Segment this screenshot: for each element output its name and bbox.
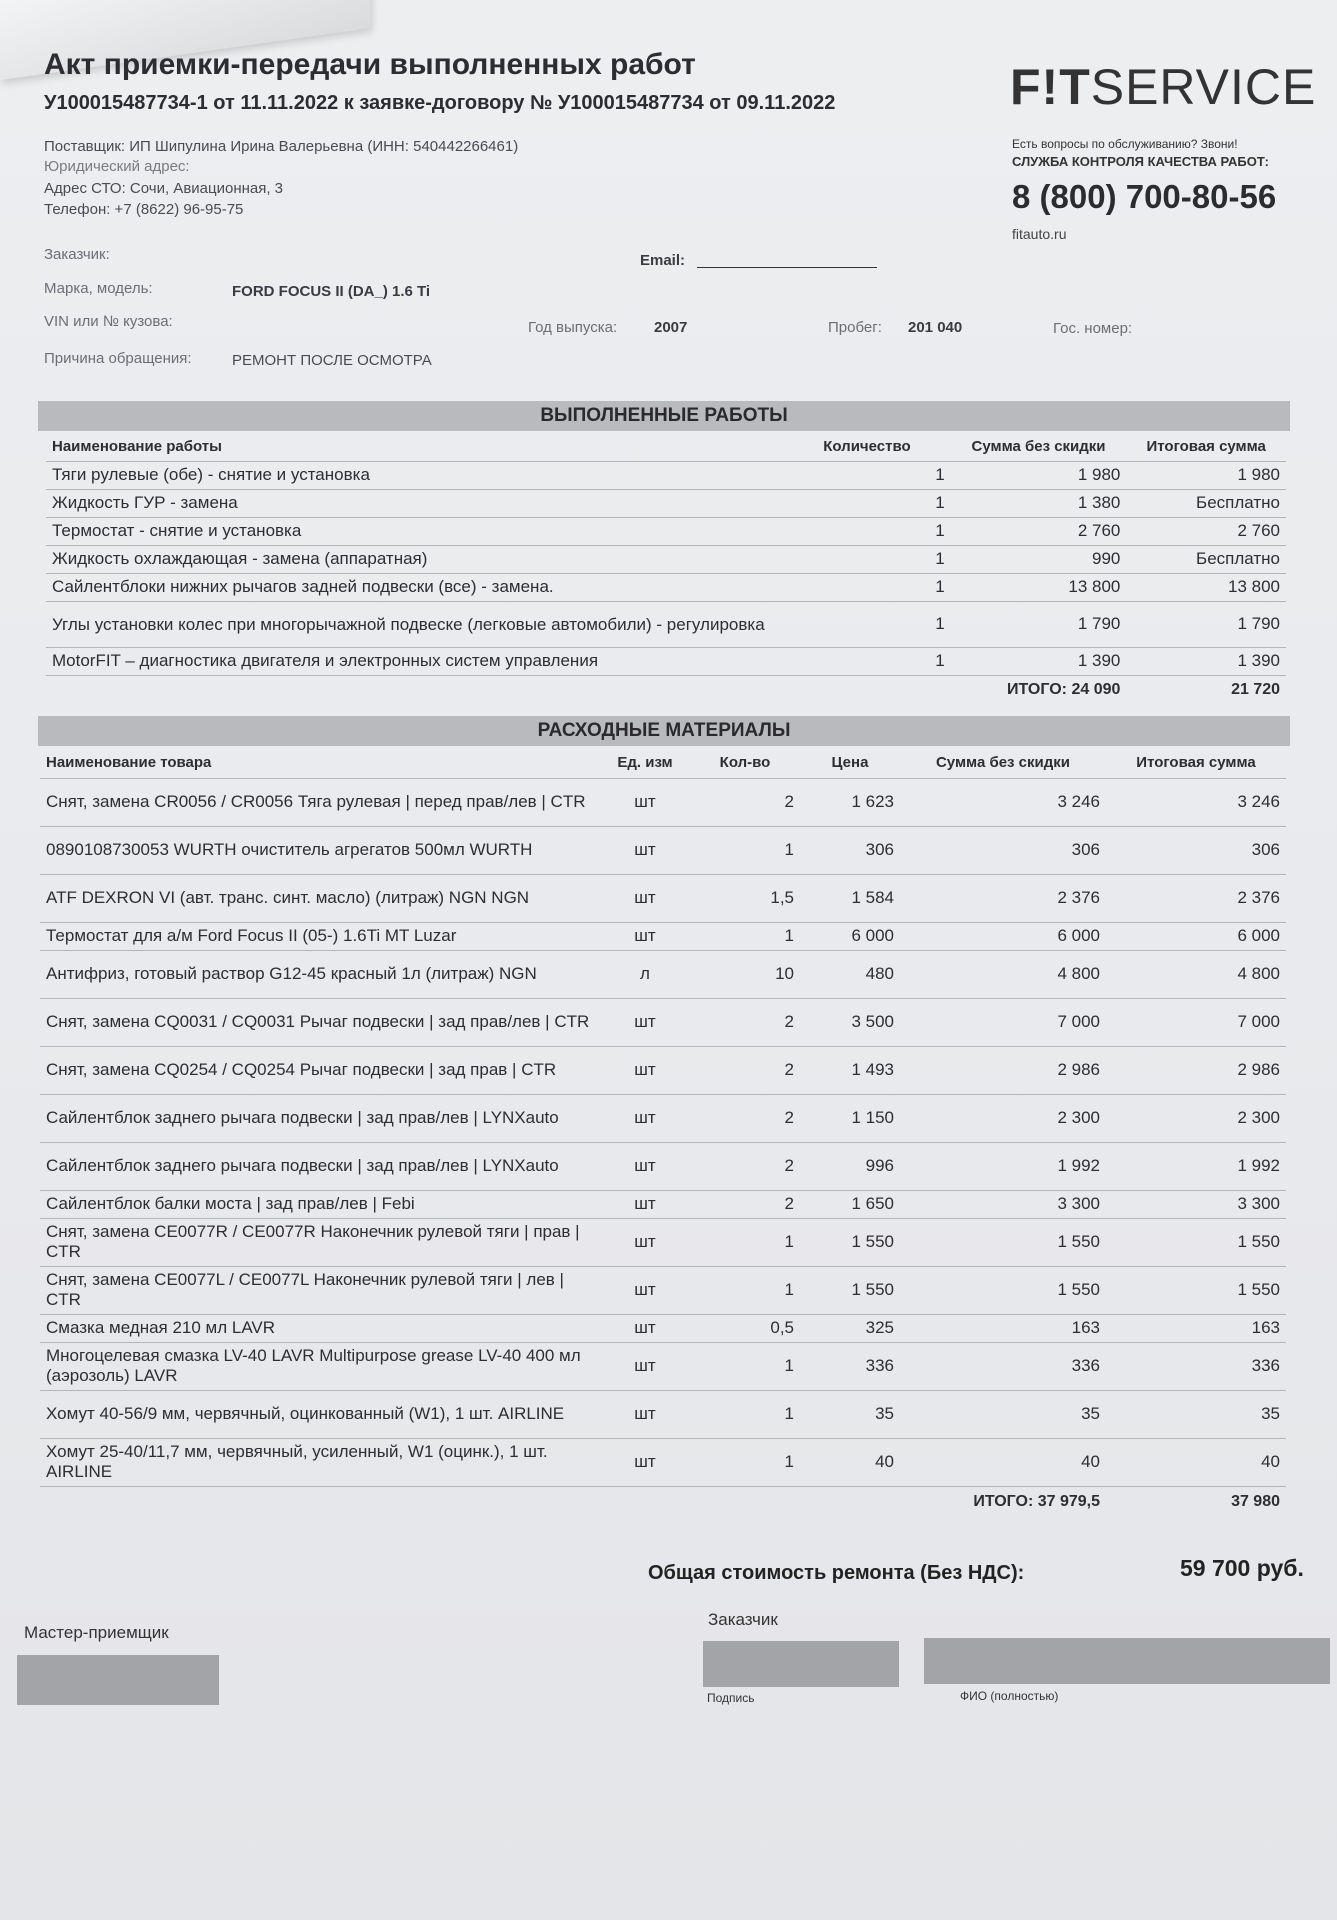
material-sum: 2 986: [900, 1046, 1106, 1094]
material-sum: 2 300: [900, 1094, 1106, 1142]
material-qty: 1: [690, 826, 800, 874]
material-qty: 1: [690, 922, 800, 950]
work-total: 1 390: [1126, 647, 1286, 675]
email-label: Email:: [640, 252, 686, 269]
works-total-value: 21 720: [1231, 681, 1280, 699]
reason-label: Причина обращения:: [44, 350, 192, 367]
material-sum: 3 300: [900, 1190, 1106, 1218]
table-row: [40, 1266, 1286, 1314]
year-label: Год выпуска:: [528, 319, 618, 336]
material-price: 306: [800, 826, 900, 874]
table-row: [40, 1046, 1286, 1094]
work-name: Жидкость ГУР - замена: [46, 489, 783, 517]
material-name: Антифриз, готовый раствор G12-45 красный 1л (литраж) NGN: [40, 950, 600, 998]
material-name: Многоцелевая смазка LV-40 LAVR Multipurpose grease LV-40 400 мл (аэрозоль) LAVR: [40, 1342, 600, 1390]
material-name: ATF DEXRON VI (авт. транс. синт. масло) (литраж) NGN NGN: [40, 874, 600, 922]
material-sum: 163: [900, 1314, 1106, 1342]
works-col-sum: Сумма без скидки: [951, 433, 1127, 461]
work-total: 2 760: [1126, 517, 1286, 545]
material-price: 35: [800, 1390, 900, 1438]
table-row: [40, 1390, 1286, 1438]
material-name: Сайлентблок балки моста | зад прав/лев | Febi: [40, 1190, 600, 1218]
customer-sign-label: Заказчик: [708, 1610, 778, 1629]
material-sum: 2 376: [900, 874, 1106, 922]
grand-total-value: 59 700 руб.: [1180, 1555, 1304, 1581]
table-row: [40, 1342, 1286, 1390]
material-qty: 2: [690, 998, 800, 1046]
material-sum: 1 550: [900, 1218, 1106, 1266]
fio-box: [924, 1638, 1330, 1684]
work-qty: 1: [783, 601, 950, 647]
materials-col-total: Итоговая сумма: [1106, 748, 1286, 778]
material-unit: шт: [600, 778, 690, 826]
material-name: Хомут 40-56/9 мм, червячный, оцинкованный (W1), 1 шт. AIRLINE: [40, 1390, 600, 1438]
material-name: Хомут 25-40/11,7 мм, червячный, усиленный, W1 (оцинк.), 1 шт. AIRLINE: [40, 1438, 600, 1486]
materials-total-value: 37 980: [1231, 1493, 1280, 1511]
material-price: 1 550: [800, 1266, 900, 1314]
material-qty: 2: [690, 778, 800, 826]
fio-label: ФИО (полностью): [960, 1689, 1059, 1703]
material-qty: 2: [690, 1094, 800, 1142]
grand-total-label: Общая стоимость ремонта (Без НДС):: [648, 1562, 1025, 1584]
table-row: [46, 461, 1286, 489]
model-value: FORD FOCUS II (DA_) 1.6 Ti: [232, 283, 431, 300]
work-sum: 13 800: [951, 573, 1127, 601]
material-unit: шт: [600, 1142, 690, 1190]
master-label: Мастер-приемщик: [24, 1623, 169, 1642]
signature-label: Подпись: [707, 1691, 755, 1705]
materials-col-sum: Сумма без скидки: [900, 748, 1106, 778]
year-value: 2007: [654, 319, 688, 336]
table-row: [40, 1190, 1286, 1218]
material-unit: шт: [600, 998, 690, 1046]
reason-value: РЕМОНТ ПОСЛЕ ОСМОТРА: [232, 352, 432, 369]
materials-header-row: [40, 748, 1286, 778]
work-qty: 1: [783, 647, 950, 675]
work-qty: 1: [783, 545, 950, 573]
work-total: Бесплатно: [1126, 545, 1286, 573]
material-sum: 306: [900, 826, 1106, 874]
material-qty: 0,5: [690, 1314, 800, 1342]
work-qty: 1: [783, 461, 950, 489]
materials-table: [40, 748, 1286, 1518]
material-unit: шт: [600, 922, 690, 950]
work-qty: 1: [783, 489, 950, 517]
work-total: 1 790: [1126, 601, 1286, 647]
material-sum: 40: [900, 1438, 1106, 1486]
material-sum: 7 000: [900, 998, 1106, 1046]
material-total: 163: [1106, 1314, 1286, 1342]
material-unit: шт: [600, 1266, 690, 1314]
supplier: Поставщик: ИП Шипулина Ирина Валерьевна (ИНН: 540442266461): [44, 138, 519, 155]
works-col-name: Наименование работы: [46, 433, 783, 461]
work-total: 1 980: [1126, 461, 1286, 489]
material-price: 325: [800, 1314, 900, 1342]
work-sum: 990: [951, 545, 1127, 573]
material-sum: 336: [900, 1342, 1106, 1390]
document-title: Акт приемки-передачи выполненных работ: [44, 48, 696, 81]
works-col-qty: Количество: [783, 433, 950, 461]
materials-total-label: ИТОГО: 37 979,5: [973, 1493, 1100, 1511]
materials-col-unit: Ед. изм: [600, 748, 690, 778]
material-qty: 1: [690, 1218, 800, 1266]
work-sum: 1 390: [951, 647, 1127, 675]
work-name: Углы установки колес при многорычажной подвеске (легковые автомобили) - регулировка: [46, 601, 783, 647]
material-name: Сайлентблок заднего рычага подвески | зад прав/лев | LYNXauto: [40, 1094, 600, 1142]
table-row: [40, 1094, 1286, 1142]
material-price: 1 623: [800, 778, 900, 826]
vin-label: VIN или № кузова:: [44, 313, 173, 330]
material-qty: 1: [690, 1266, 800, 1314]
work-qty: 1: [783, 573, 950, 601]
material-name: Термостат для а/м Ford Focus II (05-) 1.6Ti MT Luzar: [40, 922, 600, 950]
material-sum: 35: [900, 1390, 1106, 1438]
material-unit: шт: [600, 1046, 690, 1094]
work-total: Бесплатно: [1126, 489, 1286, 517]
legal-address: Юридический адрес:: [44, 158, 190, 175]
sto-address: Адрес СТО: Сочи, Авиационная, 3: [44, 180, 284, 197]
materials-col-name: Наименование товара: [40, 748, 600, 778]
materials-col-qty: Кол-во: [690, 748, 800, 778]
works-header-row: [46, 433, 1286, 461]
material-price: 1 550: [800, 1218, 900, 1266]
material-name: Снят, замена CR0056 / CR0056 Тяга рулевая | перед прав/лев | CTR: [40, 778, 600, 826]
material-qty: 1: [690, 1390, 800, 1438]
master-signature-redacted: [17, 1655, 219, 1705]
material-qty: 2: [690, 1190, 800, 1218]
email-line: [697, 267, 877, 268]
table-row: [40, 1142, 1286, 1190]
website: fitauto.ru: [1012, 226, 1067, 242]
material-total: 3 300: [1106, 1190, 1286, 1218]
table-row: [40, 874, 1286, 922]
material-qty: 2: [690, 1142, 800, 1190]
work-name: Тяги рулевые (обе) - снятие и установка: [46, 461, 783, 489]
material-unit: шт: [600, 1314, 690, 1342]
table-row: [46, 545, 1286, 573]
mileage-value: 201 040: [908, 319, 963, 336]
works-total-label: ИТОГО: 24 090: [1007, 681, 1121, 699]
material-qty: 2: [690, 1046, 800, 1094]
mileage-label: Пробег:: [828, 319, 882, 336]
material-price: 1 650: [800, 1190, 900, 1218]
material-sum: 1 992: [900, 1142, 1106, 1190]
material-name: Снят, замена CQ0254 / CQ0254 Рычаг подвески | зад прав | CTR: [40, 1046, 600, 1094]
materials-section-header: РАСХОДНЫЕ МАТЕРИАЛЫ: [38, 716, 1290, 746]
table-row: [46, 601, 1286, 647]
material-price: 1 584: [800, 874, 900, 922]
work-sum: 1 380: [951, 489, 1127, 517]
material-qty: 1: [690, 1342, 800, 1390]
material-name: Смазка медная 210 мл LAVR: [40, 1314, 600, 1342]
support-question: Есть вопросы по обслуживанию? Звони!: [1012, 137, 1238, 151]
material-unit: шт: [600, 1390, 690, 1438]
material-total: 1 550: [1106, 1218, 1286, 1266]
material-price: 3 500: [800, 998, 900, 1046]
material-name: 0890108730053 WURTH очиститель агрегатов 500мл WURTH: [40, 826, 600, 874]
material-unit: шт: [600, 1218, 690, 1266]
table-row: [40, 998, 1286, 1046]
material-qty: 1: [690, 1438, 800, 1486]
material-total: 3 246: [1106, 778, 1286, 826]
material-price: 336: [800, 1342, 900, 1390]
table-row: [40, 1218, 1286, 1266]
material-total: 4 800: [1106, 950, 1286, 998]
materials-total-row: [40, 1486, 1286, 1518]
table-row: [46, 489, 1286, 517]
work-name: MotorFIT – диагностика двигателя и электронных систем управления: [46, 647, 783, 675]
material-unit: шт: [600, 1342, 690, 1390]
table-row: [40, 1438, 1286, 1486]
material-name: Снят, замена CE0077L / CE0077L Наконечник рулевой тяги | лев | CTR: [40, 1266, 600, 1314]
customer-label: Заказчик:: [44, 246, 110, 263]
material-sum: 4 800: [900, 950, 1106, 998]
material-unit: шт: [600, 1190, 690, 1218]
work-total: 13 800: [1126, 573, 1286, 601]
works-col-total: Итоговая сумма: [1126, 433, 1286, 461]
material-price: 6 000: [800, 922, 900, 950]
works-table: [46, 433, 1286, 705]
works-total-row: [46, 675, 1286, 705]
work-sum: 1 790: [951, 601, 1127, 647]
table-row: [40, 922, 1286, 950]
fitservice-logo: F!TSERVICE: [1010, 59, 1317, 115]
material-total: 306: [1106, 826, 1286, 874]
material-unit: шт: [600, 826, 690, 874]
supplier-phone: Телефон: +7 (8622) 96-95-75: [44, 201, 244, 218]
material-total: 336: [1106, 1342, 1286, 1390]
material-unit: шт: [600, 874, 690, 922]
material-price: 40: [800, 1438, 900, 1486]
table-row: [40, 826, 1286, 874]
material-qty: 1,5: [690, 874, 800, 922]
material-price: 1 493: [800, 1046, 900, 1094]
material-unit: шт: [600, 1438, 690, 1486]
document-subtitle: У100015487734-1 от 11.11.2022 к заявке-договору № У100015487734 от 09.11.2022: [44, 92, 836, 114]
hotline-phone: 8 (800) 700-80-56: [1012, 178, 1277, 215]
material-unit: л: [600, 950, 690, 998]
material-total: 2 376: [1106, 874, 1286, 922]
work-name: Сайлентблоки нижних рычагов задней подвески (все) - замена.: [46, 573, 783, 601]
material-total: 1 550: [1106, 1266, 1286, 1314]
work-sum: 1 980: [951, 461, 1127, 489]
table-row: [40, 778, 1286, 826]
material-name: Сайлентблок заднего рычага подвески | зад прав/лев | LYNXauto: [40, 1142, 600, 1190]
table-row: [40, 950, 1286, 998]
quality-service: СЛУЖБА КОНТРОЛЯ КАЧЕСТВА РАБОТ:: [1012, 154, 1269, 169]
material-name: Снят, замена CQ0031 / CQ0031 Рычаг подвески | зад прав/лев | CTR: [40, 998, 600, 1046]
table-row: [40, 1314, 1286, 1342]
material-total: 40: [1106, 1438, 1286, 1486]
material-price: 996: [800, 1142, 900, 1190]
table-row: [46, 573, 1286, 601]
work-name: Жидкость охлаждающая - замена (аппаратная): [46, 545, 783, 573]
material-total: 7 000: [1106, 998, 1286, 1046]
material-unit: шт: [600, 1094, 690, 1142]
materials-col-price: Цена: [800, 748, 900, 778]
work-sum: 2 760: [951, 517, 1127, 545]
plate-label: Гос. номер:: [1053, 320, 1133, 337]
works-section-header: ВЫПОЛНЕННЫЕ РАБОТЫ: [38, 401, 1290, 431]
material-name: Снят, замена CE0077R / CE0077R Наконечник рулевой тяги | прав | CTR: [40, 1218, 600, 1266]
material-sum: 1 550: [900, 1266, 1106, 1314]
model-label: Марка, модель:: [44, 280, 153, 297]
material-total: 2 986: [1106, 1046, 1286, 1094]
material-price: 480: [800, 950, 900, 998]
material-total: 6 000: [1106, 922, 1286, 950]
signature-box: [703, 1641, 899, 1687]
material-qty: 10: [690, 950, 800, 998]
material-price: 1 150: [800, 1094, 900, 1142]
work-name: Термостат - снятие и установка: [46, 517, 783, 545]
table-row: [46, 517, 1286, 545]
material-total: 35: [1106, 1390, 1286, 1438]
material-sum: 3 246: [900, 778, 1106, 826]
table-row: [46, 647, 1286, 675]
material-sum: 6 000: [900, 922, 1106, 950]
material-total: 2 300: [1106, 1094, 1286, 1142]
work-qty: 1: [783, 517, 950, 545]
material-total: 1 992: [1106, 1142, 1286, 1190]
